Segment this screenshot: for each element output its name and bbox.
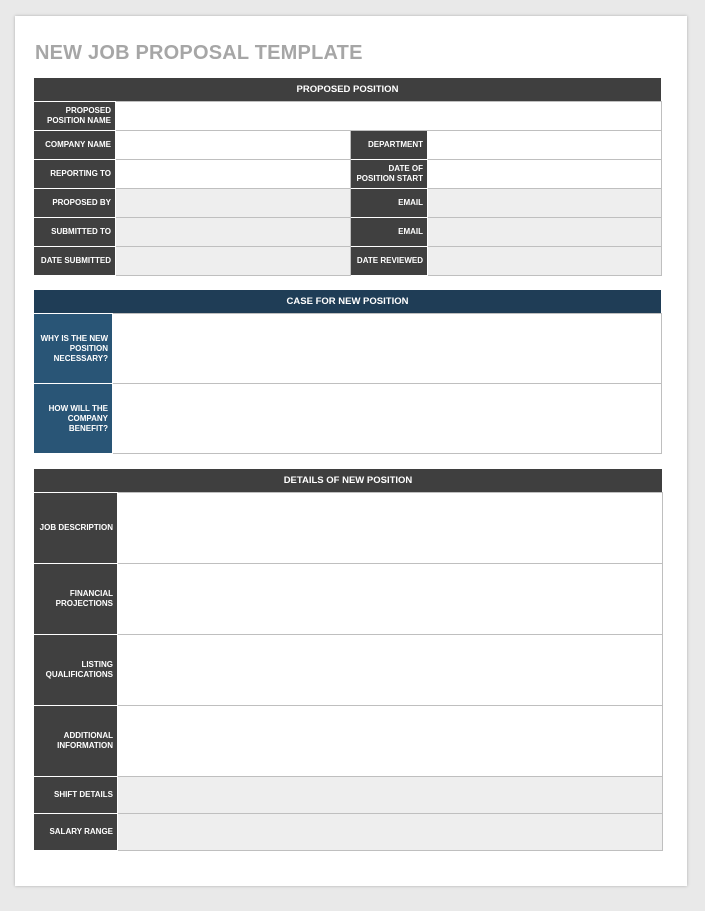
reporting-to-field[interactable]	[116, 160, 351, 189]
proposed-by-field[interactable]	[116, 189, 351, 218]
department-field[interactable]	[428, 131, 662, 160]
label-date-start: DATE OF POSITION START	[351, 160, 428, 189]
email-field[interactable]	[428, 218, 662, 247]
case-table	[34, 313, 662, 454]
details-section	[34, 469, 663, 851]
date-submitted-field[interactable]	[116, 247, 351, 276]
label-additional-information: ADDITIONAL INFORMATION	[35, 706, 118, 777]
details-table	[34, 492, 663, 851]
section-header: DETAILS OF NEW POSITION	[34, 469, 662, 492]
position-name-field[interactable]	[116, 102, 662, 131]
label-email: EMAIL	[351, 218, 428, 247]
financial-projections-field[interactable]	[118, 564, 663, 635]
proposed-position-table	[34, 101, 662, 276]
label-company-benefit: HOW WILL THE COMPANY BENEFIT?	[35, 384, 113, 454]
company-benefit-field[interactable]	[113, 384, 662, 454]
label-position-name: PROPOSED POSITION NAME	[35, 102, 116, 131]
job-description-field[interactable]	[118, 493, 663, 564]
label-salary-range: SALARY RANGE	[35, 814, 118, 851]
label-listing-qualifications: LISTING QUALIFICATIONS	[35, 635, 118, 706]
listing-qualifications-field[interactable]	[118, 635, 663, 706]
email-field[interactable]	[428, 189, 662, 218]
label-company-name: COMPANY NAME	[35, 131, 116, 160]
label-shift-details: SHIFT DETAILS	[35, 777, 118, 814]
document-page	[15, 16, 687, 886]
label-reporting-to: REPORTING TO	[35, 160, 116, 189]
date-start-field[interactable]	[428, 160, 662, 189]
company-name-field[interactable]	[116, 131, 351, 160]
proposed-position-section	[34, 78, 662, 276]
date-reviewed-field[interactable]	[428, 247, 662, 276]
shift-details-field[interactable]	[118, 777, 663, 814]
case-section	[34, 290, 662, 454]
label-why-necessary: WHY IS THE NEW POSITION NECESSARY?	[35, 314, 113, 384]
label-email: EMAIL	[351, 189, 428, 218]
salary-range-field[interactable]	[118, 814, 663, 851]
label-job-description: JOB DESCRIPTION	[35, 493, 118, 564]
label-proposed-by: PROPOSED BY	[35, 189, 116, 218]
why-necessary-field[interactable]	[113, 314, 662, 384]
section-header: CASE FOR NEW POSITION	[34, 290, 661, 313]
section-header: PROPOSED POSITION	[34, 78, 661, 101]
label-date-submitted: DATE SUBMITTED	[35, 247, 116, 276]
submitted-to-field[interactable]	[116, 218, 351, 247]
additional-information-field[interactable]	[118, 706, 663, 777]
page-title: NEW JOB PROPOSAL TEMPLATE	[35, 42, 363, 64]
label-department: DEPARTMENT	[351, 131, 428, 160]
label-submitted-to: SUBMITTED TO	[35, 218, 116, 247]
label-date-reviewed: DATE REVIEWED	[351, 247, 428, 276]
label-financial-projections: FINANCIAL PROJECTIONS	[35, 564, 118, 635]
